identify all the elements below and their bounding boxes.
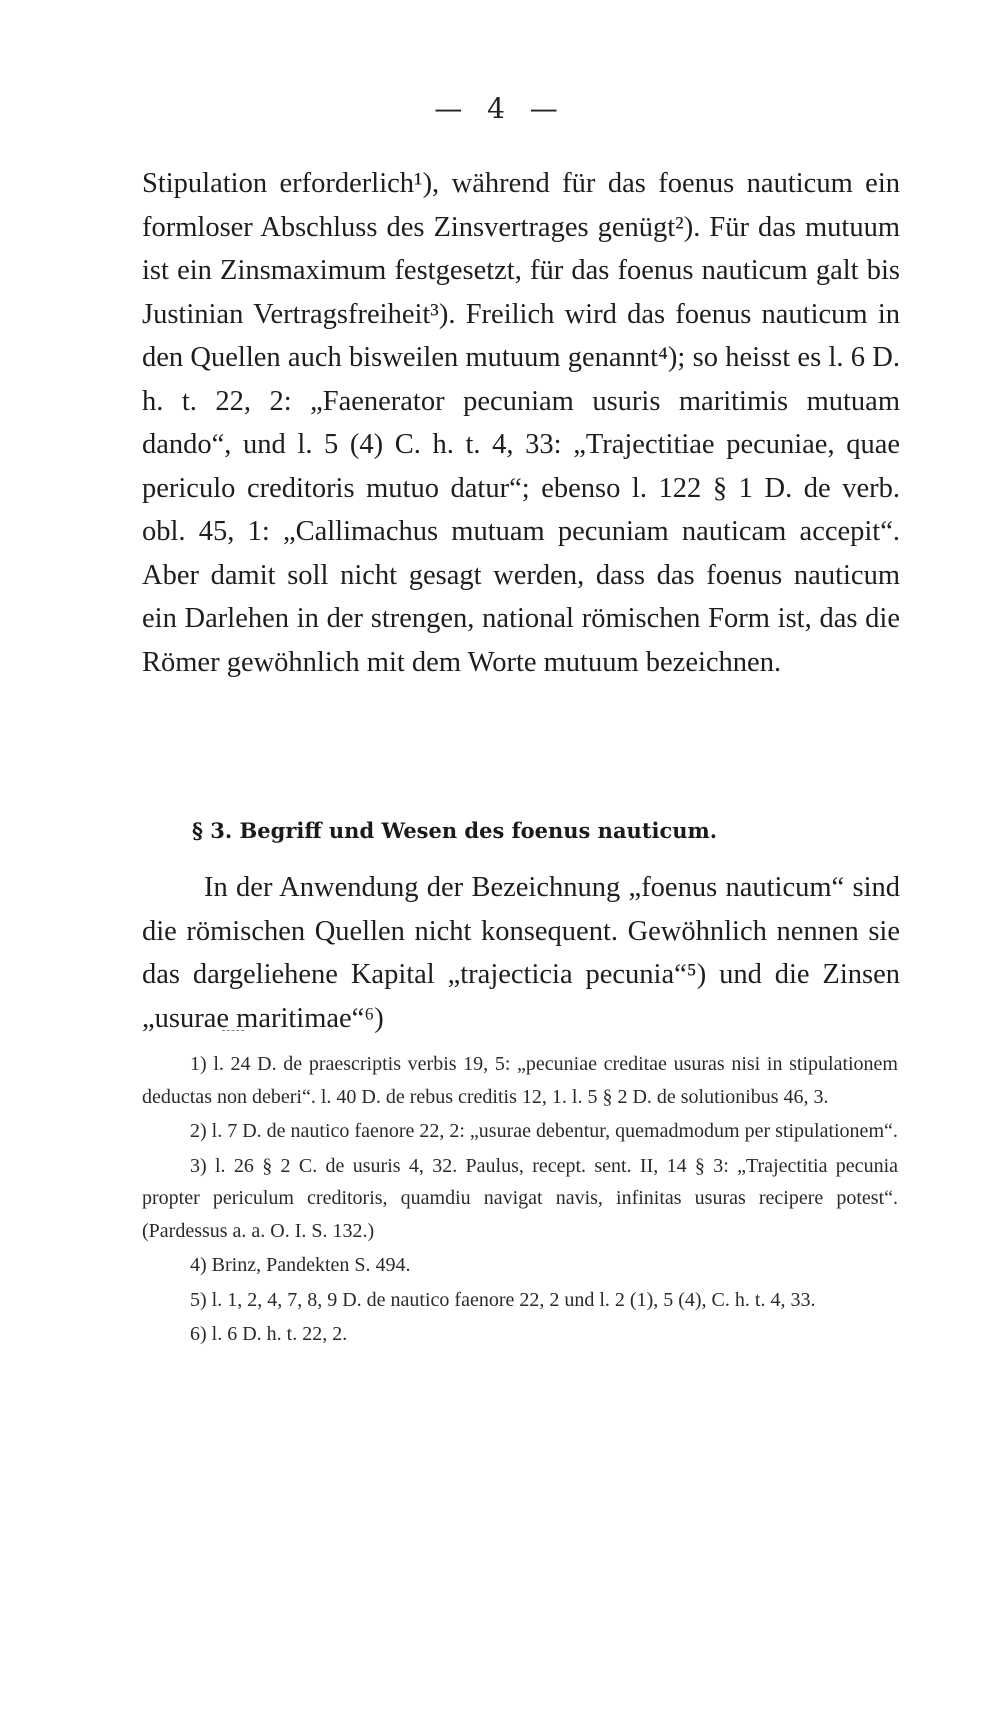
section-heading: § 3. Begriff und Wesen des foenus nauticum. xyxy=(192,818,718,843)
footnote-divider xyxy=(222,1030,244,1031)
footnotes xyxy=(142,1048,898,1351)
footnote-6: 6) l. 6 D. h. t. 22, 2. xyxy=(190,1323,348,1345)
body-paragraph-2: In der Anwendung der Bezeichnung „foenus nauticum“ sind die römischen Quellen nicht konsequent. Gewöhnlich nennen sie das dargeliehene Kapital „trajecticia pecunia“⁵) und die Zinsen „usurae maritimae“⁶) xyxy=(142,872,900,1034)
footnote-1: 1) l. 24 D. de praescriptis verbis 19, 5: „pecuniae creditae usuras nisi in stipulationem deductas non deberi“. l. 40 D. de rebus creditis 12, 1. l. 5 § 2 D. de solutionibus 46, 3. xyxy=(142,1053,898,1108)
page-number: — 4 — xyxy=(434,92,566,125)
footnote-3: 3) l. 26 § 2 C. de usuris 4, 32. Paulus, recept. sent. II, 14 § 3: „Trajectitia pecunia propter periculum creditoris, quamdiu navigat navis, infinitas usuras recipere potest“. (Pardessus a. a. O. I. S. 132.) xyxy=(142,1154,898,1242)
footnote-2: 2) l. 7 D. de nautico faenore 22, 2: „usurae debentur, quemadmodum per stipulationem“. xyxy=(190,1120,898,1142)
footnote-4: 4) Brinz, Pandekten S. 494. xyxy=(190,1254,411,1276)
footnote-5: 5) l. 1, 2, 4, 7, 8, 9 D. de nautico faenore 22, 2 und l. 2 (1), 5 (4), C. h. t. 4, 33. xyxy=(190,1288,816,1311)
body-paragraph-1: Stipulation erforderlich¹), während für das foenus nauticum ein formloser Abschluss des Zinsvertrages genügt²). Für das mutuum ist ein Zinsmaximum festgesetzt, für das foenus nauticum galt bis Justinian Vertragsfreiheit³). Freilich wird das foenus nauticum in den Quellen auch bisweilen mutuum genannt⁴); so heisst es l. 6 D. h. t. 22, 2: „Faenerator pecuniam usuris maritimis mutuam dando“, und l. 5 (4) C. h. t. 4, 33: „Trajectitiae pecuniae, quae periculo creditoris mutuo datur“; ebenso l. 122 § 1 D. de verb. obl. 45, 1: „Callimachus mutuam pecuniam nauticam accepit“. Aber damit soll nicht gesagt werden, dass das foenus nauticum ein Darlehen in der strengen, national römischen Form ist, das die Römer gewöhnlich mit dem Worte mutuum bezeichnen. xyxy=(142,168,900,678)
